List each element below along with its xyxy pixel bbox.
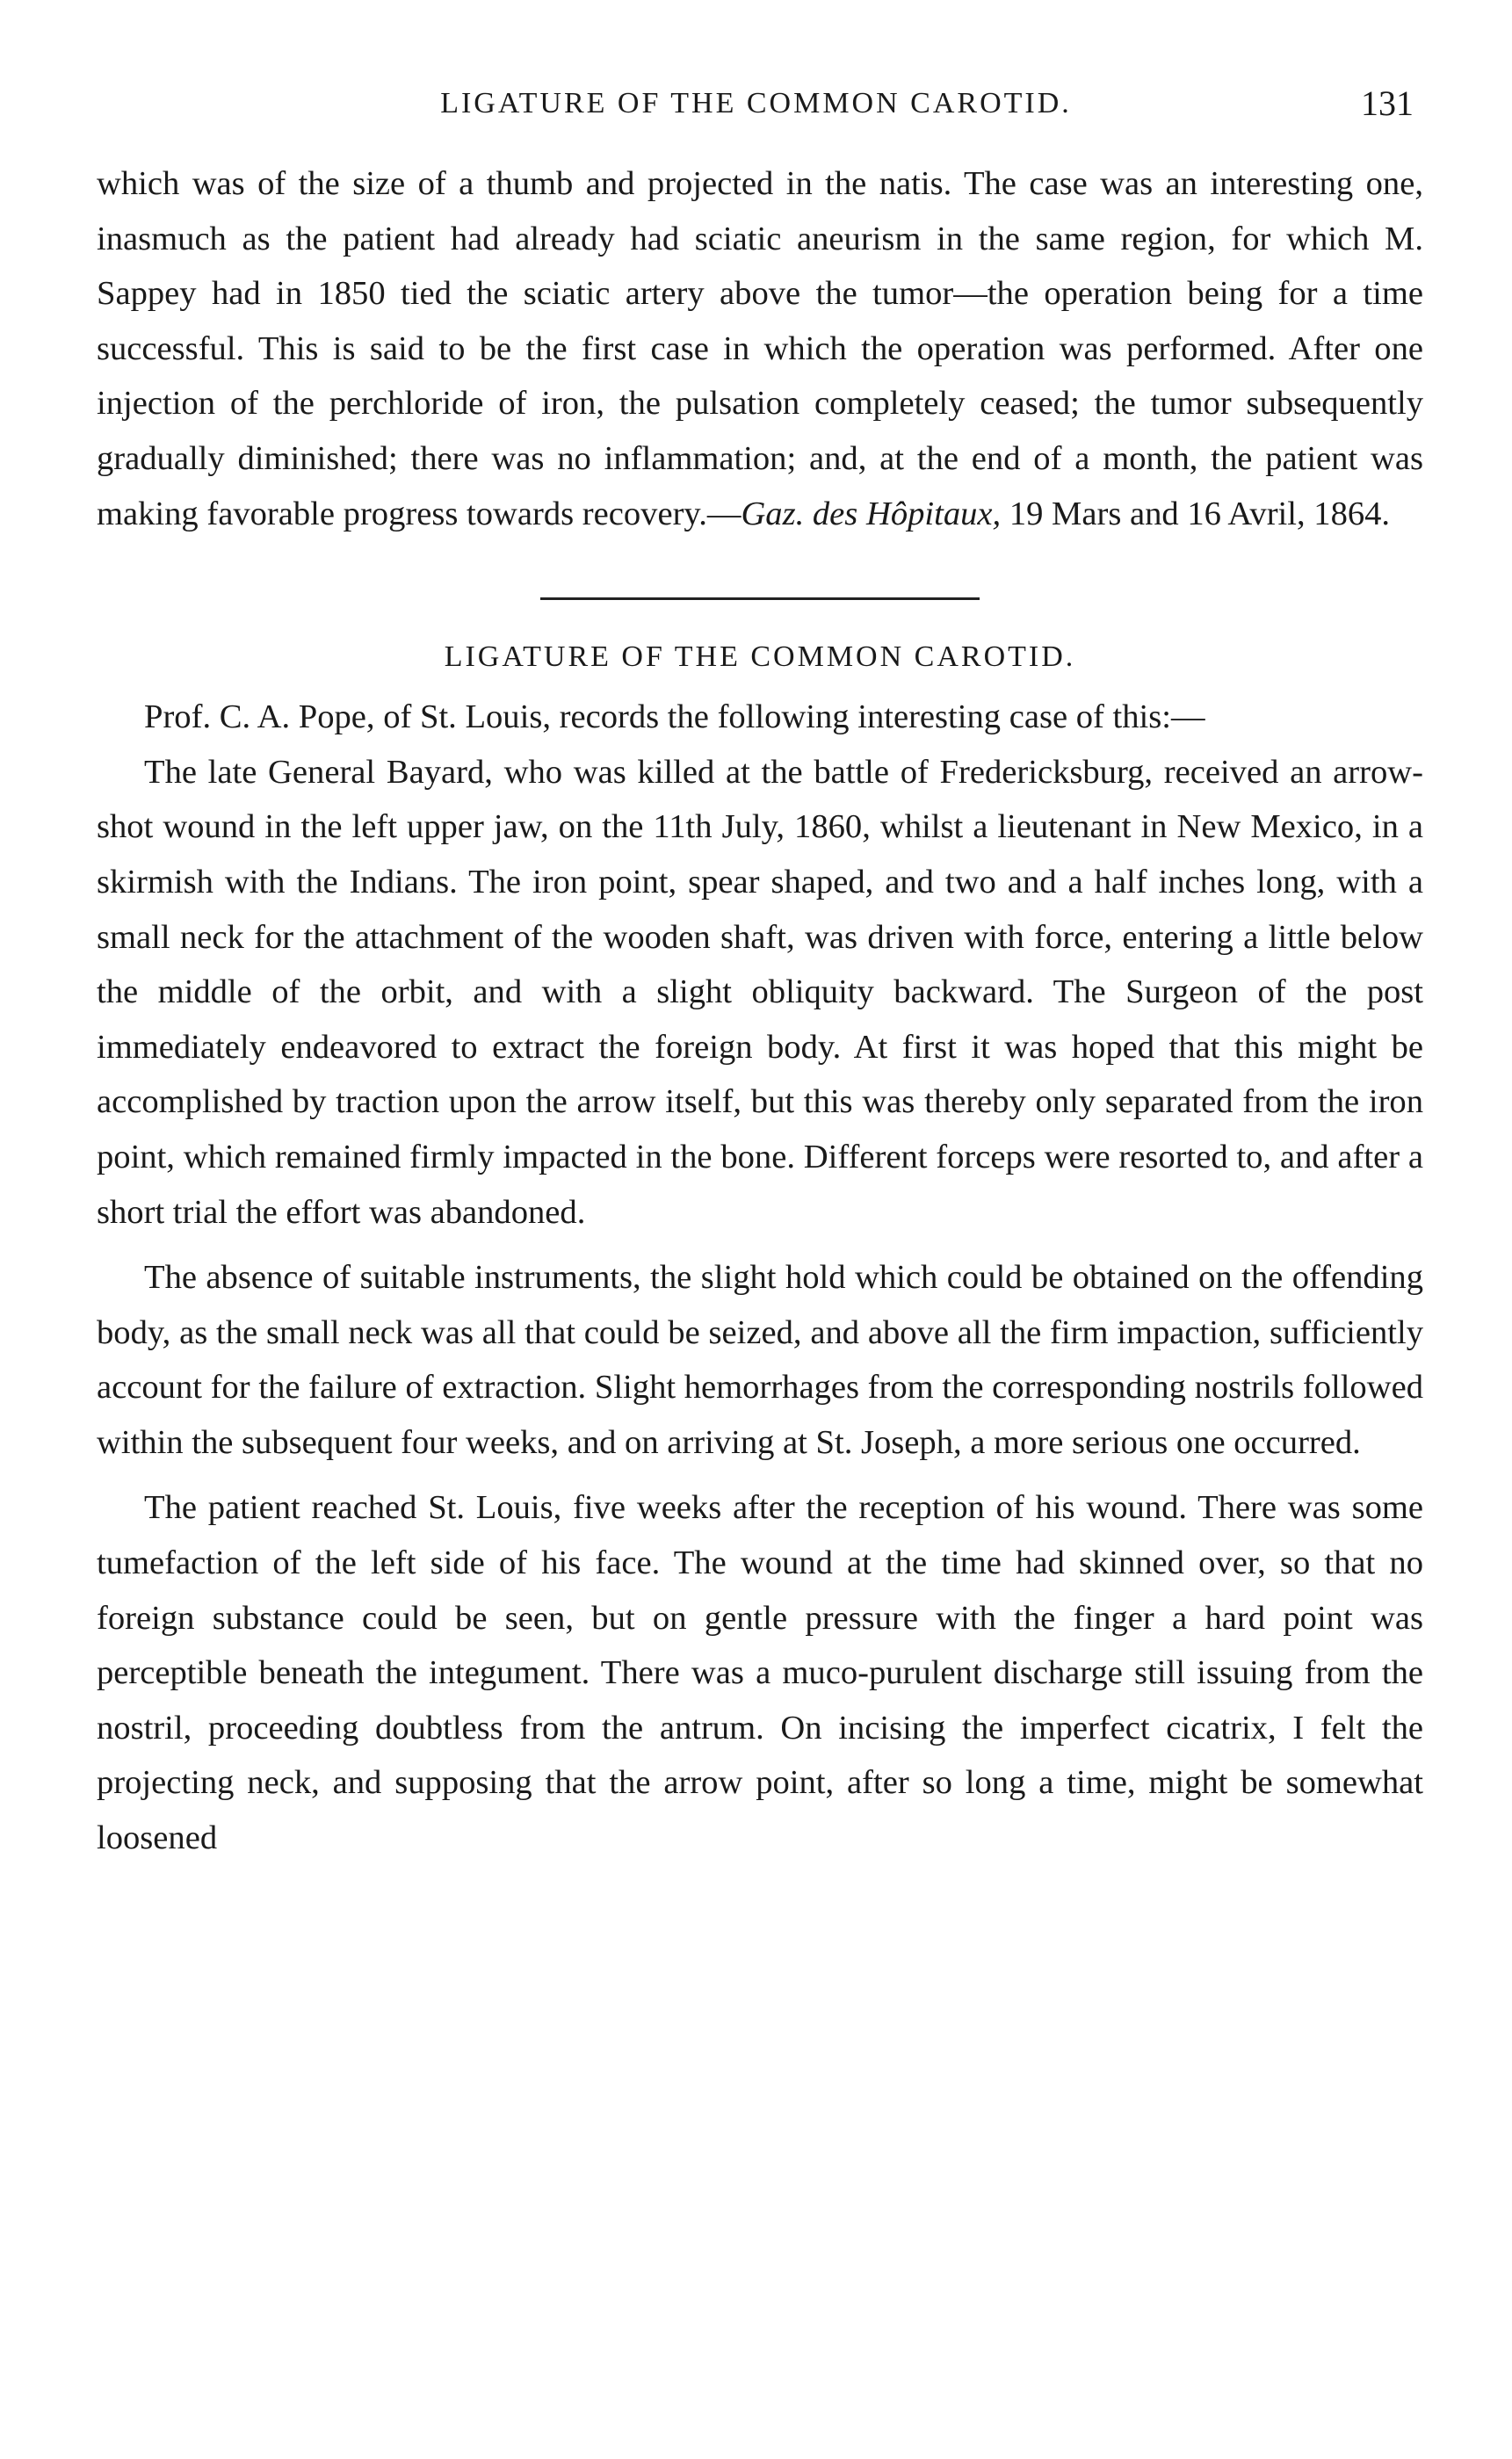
continuation-text: which was of the size of a thumb and projected in the natis. The case was an interesting one, inasmuch as the patient had already had sciatic aneurism in the same region, for which M. Sappey had in 1850 tied the sciatic artery above the tumor—the operation being for a time successful. This is said to be the first case in which the operation was performed. After one injection of the perchloride of iron, the pulsation completely ceased; the tumor subsequently gradually diminished; there was no inflammation; and, at the end of a month, the patient was making favorable progress towards recovery.— [97, 165, 1423, 532]
page-number: 131 [1361, 83, 1414, 123]
running-title: LIGATURE OF THE COMMON CAROTID. [440, 87, 1072, 119]
citation-source: Gaz. des Hôpitaux, [741, 495, 1002, 532]
paragraph-2: The late General Bayard, who was killed at the battle of Fredericksburg, received an arrow-shot wound in the left upper jaw, on the 11th July, 1860, whilst a lieutenant in New Mexico, in a skirmish with the Indians. The iron point, spear shaped, and two and a half inches long, with a small neck for the attachment of the wooden shaft, was driven with force, entering a little below the middle of the orbit, and with a slight obliquity backward. The Surgeon of the post immediately endeavored to extract the foreign body. At first it was hoped that this might be accomplished by traction upon the arrow itself, but this was thereby only separated from the iron point, which remained firmly impacted in the bone. Different forceps were resorted to, and after a short trial the effort was abandoned. [97, 753, 1423, 1231]
section-title: LIGATURE OF THE COMMON CAROTID. [444, 640, 1076, 674]
citation-date: 19 Mars and 16 Avril, 1864. [1001, 495, 1391, 532]
paragraph-3: The absence of suitable instruments, the slight hold which could be obtained on the offending body, as the small neck was all that could be seized, and above all the firm impaction, sufficiently account for the failure of extraction. Slight hemorrhages from the corresponding nostrils followed within the subsequent four weeks, and on arriving at St. Joseph, a more serious one occurred. [97, 1259, 1423, 1461]
running-header [0, 81, 1512, 134]
paragraph-1: Prof. C. A. Pope, of St. Louis, records the following interesting case of this:— [144, 698, 1205, 736]
paragraph-4: The patient reached St. Louis, five weeks after the reception of his wound. There was some tumefaction of the left side of his face. The wound at the time had skinned over, so that no foreign substance could be seen, but on gentle pressure with the finger a hard point was perceptible beneath the integument. There was a muco-purulent discharge still issuing from the nostril, proceeding doubtless from the antrum. On incising the imperfect cicatrix, I felt the projecting neck, and supposing that the arrow point, after so long a time, might be somewhat loosened [97, 1489, 1423, 1857]
section-divider [540, 597, 980, 600]
page-body [97, 156, 1423, 1866]
continuation-paragraph [97, 156, 1423, 541]
